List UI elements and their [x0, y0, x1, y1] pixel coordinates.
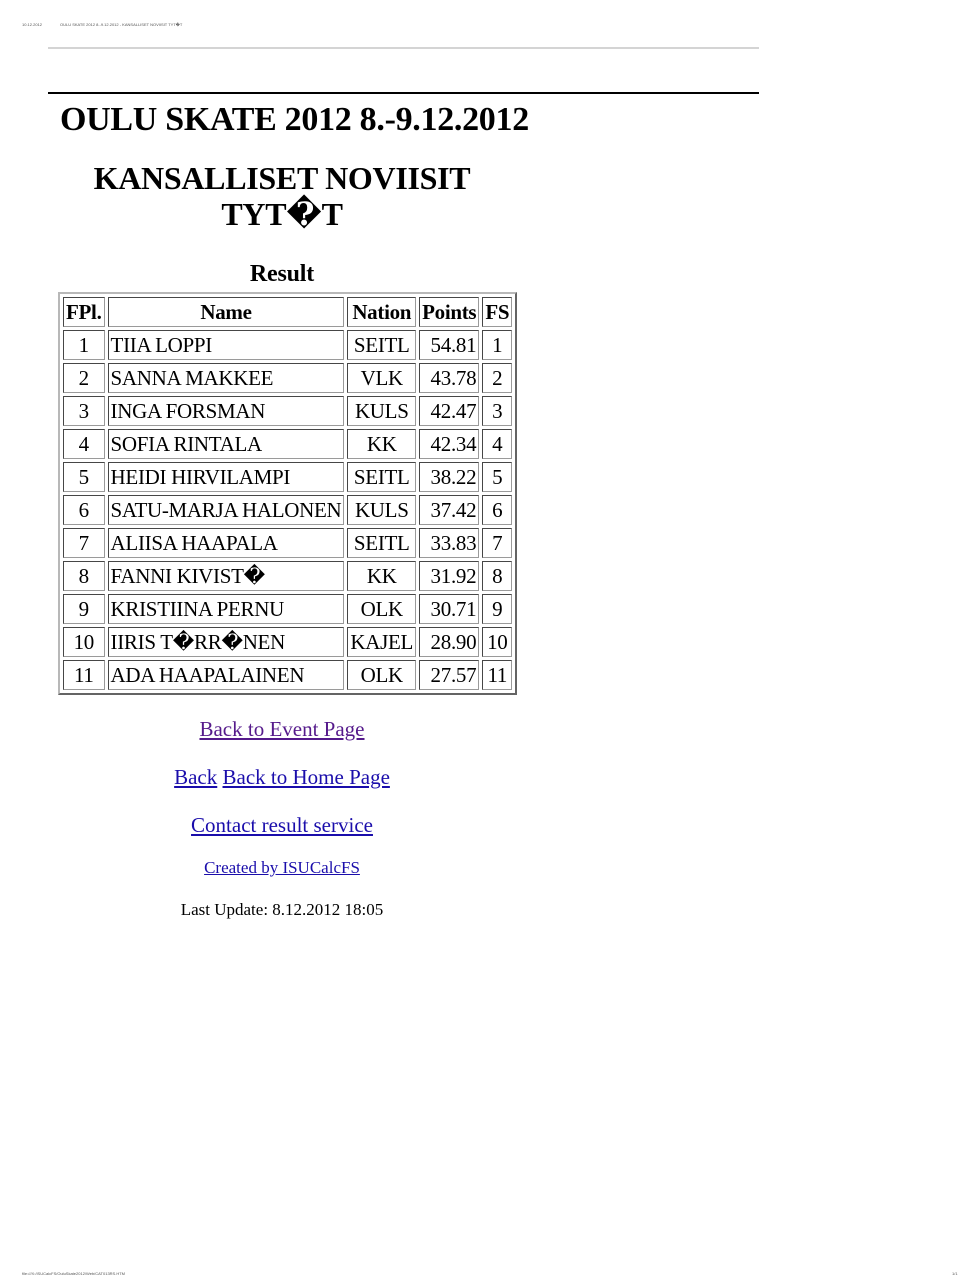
print-url: file:///X:/ISUCalcFS/OuluSkate2012/Web/CAT013RS.HTM	[22, 1271, 126, 1276]
cell-nation: KAJEL	[347, 627, 416, 657]
print-page-number: 1/1	[952, 1271, 958, 1276]
cell-points: 31.92	[419, 561, 479, 591]
cell-name: FANNI KIVIST�	[108, 561, 345, 591]
cell-fpl: 2	[63, 363, 105, 393]
cell-name: SOFIA RINTALA	[108, 429, 345, 459]
cell-fs: 3	[482, 396, 512, 426]
table-row	[63, 627, 512, 657]
cell-points: 43.78	[419, 363, 479, 393]
table-row	[63, 429, 512, 459]
cell-name: ADA HAAPALAINEN	[108, 660, 345, 690]
top-divider-light	[48, 47, 759, 49]
cell-fpl: 8	[63, 561, 105, 591]
results-section	[58, 160, 510, 921]
cell-fs: 2	[482, 363, 512, 393]
cell-name: SANNA MAKKEE	[108, 363, 345, 393]
table-row	[63, 363, 512, 393]
cell-points: 42.34	[419, 429, 479, 459]
cell-fpl: 10	[63, 627, 105, 657]
cell-fpl: 6	[63, 495, 105, 525]
event-title: OULU SKATE 2012 8.-9.12.2012	[60, 101, 529, 138]
category-title	[58, 160, 506, 232]
cell-points: 27.57	[419, 660, 479, 690]
table-header-row	[63, 297, 512, 327]
header-fs: FS	[482, 297, 512, 327]
cell-nation: OLK	[347, 660, 416, 690]
top-divider	[48, 92, 759, 94]
cell-fs: 7	[482, 528, 512, 558]
cell-name: INGA FORSMAN	[108, 396, 345, 426]
cell-name: ALIISA HAAPALA	[108, 528, 345, 558]
created-by-isucalcfs-link[interactable]: Created by ISUCalcFS	[204, 858, 360, 877]
category-title-line2: TYT�T	[221, 196, 343, 232]
table-row	[63, 561, 512, 591]
back-to-home-page-link[interactable]: Back to Home Page	[222, 765, 390, 789]
cell-fpl: 5	[63, 462, 105, 492]
cell-nation: KK	[347, 561, 416, 591]
cell-points: 28.90	[419, 627, 479, 657]
cell-fpl: 11	[63, 660, 105, 690]
table-row	[63, 330, 512, 360]
table-row	[63, 528, 512, 558]
cell-nation: KULS	[347, 396, 416, 426]
cell-nation: VLK	[347, 363, 416, 393]
print-page-title: OULU SKATE 2012 8.-9.12.2012 - KANSALLISET NOVIISIT TYT�T	[60, 22, 183, 27]
cell-points: 33.83	[419, 528, 479, 558]
cell-nation: OLK	[347, 594, 416, 624]
cell-fs: 8	[482, 561, 512, 591]
cell-points: 37.42	[419, 495, 479, 525]
cell-fpl: 7	[63, 528, 105, 558]
contact-result-service-link[interactable]: Contact result service	[191, 813, 373, 837]
table-row	[63, 594, 512, 624]
cell-fpl: 3	[63, 396, 105, 426]
category-title-line1: KANSALLISET NOVIISIT	[93, 160, 471, 196]
cell-name: HEIDI HIRVILAMPI	[108, 462, 345, 492]
cell-nation: SEITL	[347, 528, 416, 558]
cell-points: 42.47	[419, 396, 479, 426]
header-points: Points	[419, 297, 479, 327]
result-heading: Result	[249, 261, 315, 287]
cell-fpl: 4	[63, 429, 105, 459]
cell-fs: 1	[482, 330, 512, 360]
cell-fs: 11	[482, 660, 512, 690]
cell-fpl: 9	[63, 594, 105, 624]
cell-name: TIIA LOPPI	[108, 330, 345, 360]
cell-fpl: 1	[63, 330, 105, 360]
table-row	[63, 462, 512, 492]
navigation-links	[58, 715, 506, 921]
cell-name: SATU-MARJA HALONEN	[108, 495, 345, 525]
cell-nation: SEITL	[347, 462, 416, 492]
cell-points: 54.81	[419, 330, 479, 360]
cell-fs: 5	[482, 462, 512, 492]
cell-fs: 6	[482, 495, 512, 525]
table-row	[63, 660, 512, 690]
header-nation: Nation	[347, 297, 416, 327]
cell-points: 30.71	[419, 594, 479, 624]
cell-nation: KK	[347, 429, 416, 459]
cell-name: KRISTIINA PERNU	[108, 594, 345, 624]
cell-name: IIRIS T�RR�NEN	[108, 627, 345, 657]
back-link[interactable]: Back	[174, 765, 218, 789]
cell-fs: 4	[482, 429, 512, 459]
table-row	[63, 396, 512, 426]
cell-nation: SEITL	[347, 330, 416, 360]
cell-fs: 9	[482, 594, 512, 624]
header-name: Name	[108, 297, 345, 327]
cell-points: 38.22	[419, 462, 479, 492]
back-to-event-page-link[interactable]: Back to Event Page	[199, 717, 365, 741]
header-fpl: FPl.	[63, 297, 105, 327]
cell-fs: 10	[482, 627, 512, 657]
results-table	[58, 292, 517, 695]
cell-nation: KULS	[347, 495, 416, 525]
last-update: Last Update: 8.12.2012 18:05	[180, 900, 384, 919]
print-date: 10.12.2012	[22, 22, 43, 27]
table-row	[63, 495, 512, 525]
